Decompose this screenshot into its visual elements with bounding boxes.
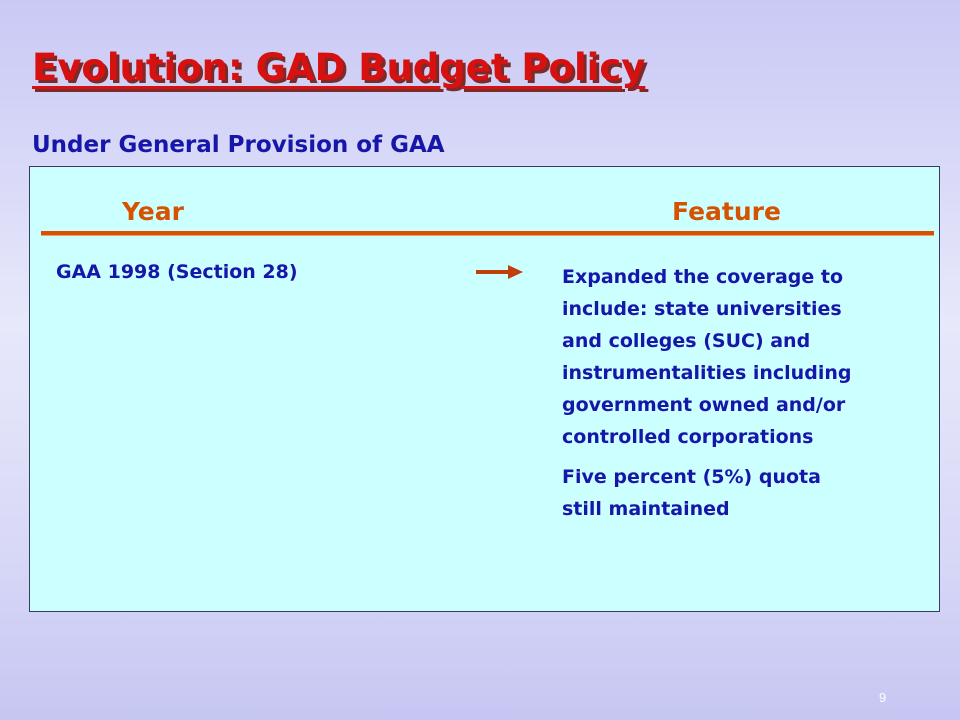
- feature-list: [562, 261, 934, 525]
- feature-column-header: Feature: [672, 197, 781, 226]
- right-arrow-icon: [476, 264, 524, 280]
- slide-subtitle: Under General Provision of GAA: [32, 132, 445, 158]
- row-year-label: GAA 1998 (Section 28): [56, 261, 298, 283]
- year-column-header: Year: [122, 197, 184, 226]
- feature-item: Five percent (5%) quota still maintained: [562, 466, 821, 520]
- slide-title: Evolution: GAD Budget Policy: [32, 46, 646, 89]
- header-divider: [41, 231, 934, 236]
- policy-table-panel: [29, 166, 940, 612]
- feature-item: Expanded the coverage to include: state universities and colleges (SUC) and instrumentalities including government owned and/or controlled corporations: [562, 266, 852, 448]
- page-number: 9: [879, 690, 887, 705]
